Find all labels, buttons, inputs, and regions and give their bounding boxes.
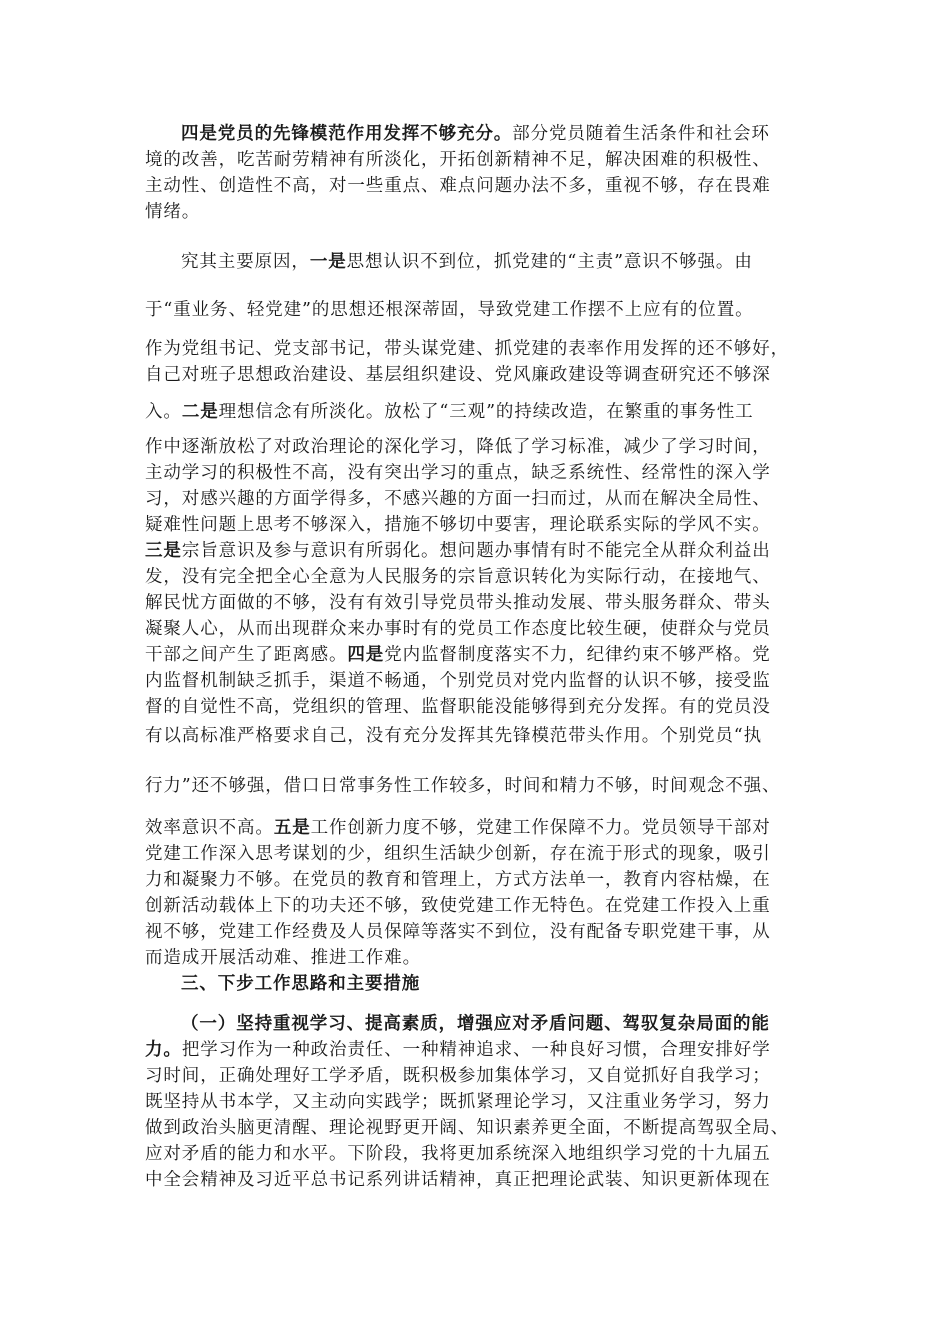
- text-line: 作中逐渐放松了对政治理论的深化学习，降低了学习标准，减少了学习时间，: [145, 437, 771, 457]
- text-line: 内监督机制缺乏抓手，渠道不畅通，个别党员对党内监督的认识不够，接受监: [145, 671, 771, 691]
- text-line: 入。二是理想信念有所淡化。放松了“三观”的持续改造，在繁重的事务性工: [145, 402, 754, 422]
- text-line: 习时间，正确处理好工学矛盾，既积极参加集体学习，又自觉抓好自我学习；: [145, 1066, 771, 1086]
- text-line: 力。把学习作为一种政治责任、一种精神追求、一种良好习惯，合理安排好学: [145, 1040, 771, 1060]
- text-line: 效率意识不高。五是工作创新力度不够，党建工作保障不力。党员领导干部对: [145, 818, 771, 838]
- text-line: 情绪。: [145, 202, 201, 222]
- bold-lead: 四是党员的先锋模范作用发挥不够充分。: [181, 124, 513, 144]
- text-line: 于“重业务、轻党建”的思想还根深蒂固，导致党建工作摆不上应有的位置。: [145, 300, 754, 320]
- section-heading: 三、下步工作思路和主要措施: [181, 974, 421, 994]
- text-line: 有以高标准严格要求自己，没有充分发挥其先锋模范带头作用。个别党员“执: [145, 726, 763, 746]
- text-line: 境的改善，吃苦耐劳精神有所淡化，开拓创新精神不足，解决困难的积极性、: [145, 150, 771, 170]
- paragraph-measures: [145, 1011, 813, 1193]
- text-line: 既坚持从书本学，又主动向实践学；既抓紧理论学习，又注重业务学习，努力: [145, 1092, 771, 1112]
- text-line: 主动性、创造性不高，对一些重点、难点问题办法不多，重视不够，存在畏难: [145, 176, 771, 196]
- text-line: 行力”还不够强，借口日常事务性工作较多，时间和精力不够，时间观念不强、: [145, 776, 781, 796]
- text-line: 三是宗旨意识及参与意识有所弱化。想问题办事情有时不能完全从群众利益出: [145, 541, 771, 561]
- text-line: 中全会精神及习近平总书记系列讲话精神，真正把理论武装、知识更新体现在: [145, 1170, 771, 1190]
- text-line: 做到政治头脑更清醒、理论视野更开阔、知识素养更全面，不断提高驾驭全局、: [145, 1118, 789, 1138]
- text-line: 四是党员的先锋模范作用发挥不够充分。部分党员随着生活条件和社会环: [181, 124, 770, 144]
- text-line: 主动学习的积极性不高，没有突出学习的重点，缺乏系统性、经常性的深入学: [145, 463, 771, 483]
- paragraph-pioneer-role: [145, 121, 813, 225]
- text-line: 力和凝聚力不够。在党员的教育和管理上，方式方法单一，教育内容枯燥，在: [145, 870, 771, 890]
- text-line: 干部之间产生了距离感。四是党内监督制度落实不力，纪律约束不够严格。党: [145, 645, 771, 665]
- text-line: 自己对班子思想政治建设、基层组织建设、党风廉政建设等调查研究还不够深: [145, 365, 771, 385]
- text-line: 发，没有完全把全心全意为人民服务的宗旨意识转化为实际行动，在接地气、: [145, 567, 771, 587]
- text-line: 党建工作深入思考谋划的少，组织生活缺少创新，存在流于形式的现象，吸引: [145, 844, 771, 864]
- text-line: 究其主要原因，一是思想认识不到位，抓党建的“主责”意识不够强。由: [181, 252, 753, 272]
- text-line: 习，对感兴趣的方面学得多，不感兴趣的方面一扫而过，从而在解决全局性、: [145, 489, 771, 509]
- text-line: 而造成开展活动难、推进工作难。: [145, 948, 421, 968]
- text-line: 凝聚人心，从而出现群众来办事时有的党员工作态度比较生硬，使群众与党员: [145, 619, 771, 639]
- text-line: 作为党组书记、党支部书记，带头谋党建、抓党建的表率作用发挥的还不够好，: [145, 339, 789, 359]
- text-line: （一）坚持重视学习、提高素质，增强应对矛盾问题、驾驭复杂局面的能: [181, 1014, 770, 1034]
- text-line: 视不够，党建工作经费及人员保障等落实不到位，没有配备专职党建干事，从: [145, 922, 771, 942]
- text-line: 督的自觉性不高，党组织的管理、监督职能没能够得到充分发挥。有的党员没: [145, 697, 771, 717]
- paragraph-reasons-end: [145, 815, 813, 971]
- text-line: 创新活动载体上下的功夫还不够，致使党建工作无特色。在党建工作投入上重: [145, 896, 771, 916]
- text-line: 解民忧方面做的不够，没有有效引导党员带头推动发展、带头服务群众、带头: [145, 593, 771, 613]
- text-line: 疑难性问题上思考不够深入，措施不够切中要害，理论联系实际的学风不实。: [145, 515, 771, 535]
- text-line: 应对矛盾的能力和水平。下阶段，我将更加系统深入地组织学习党的十九届五: [145, 1144, 771, 1164]
- paragraph-reasons-body: [145, 434, 813, 720]
